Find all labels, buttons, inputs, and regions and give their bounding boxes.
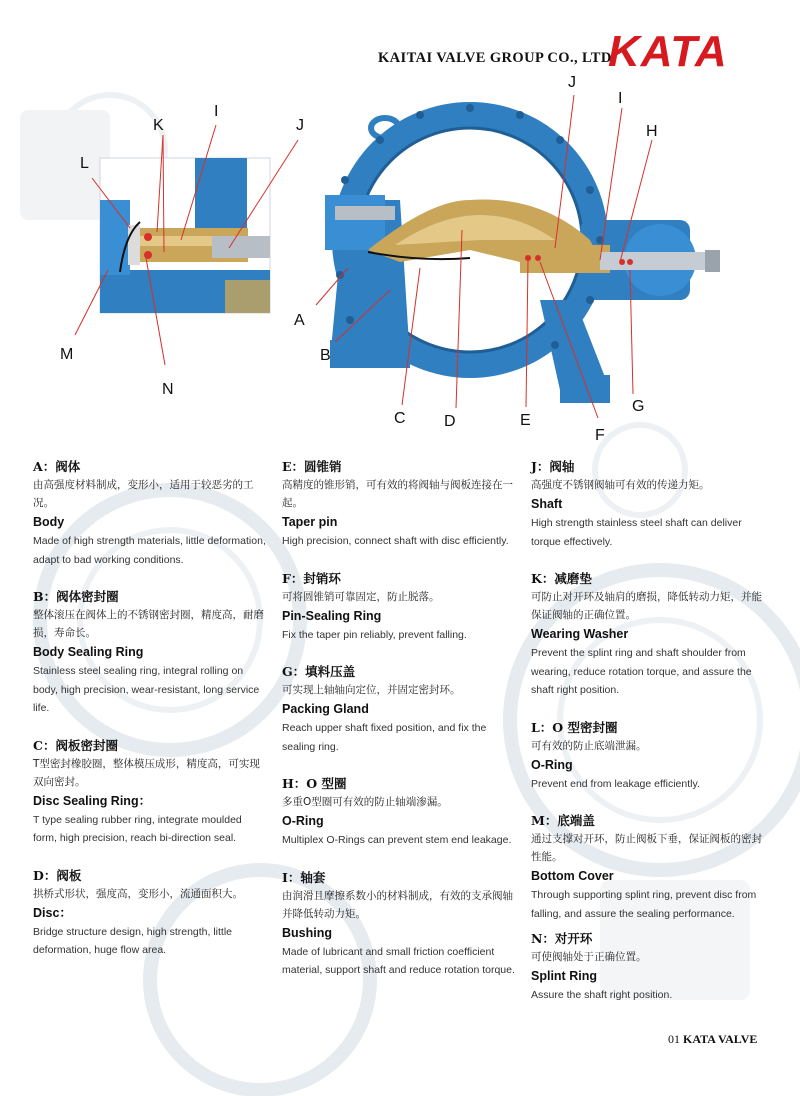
part-i-en-desc: Made of lubricant and small friction coefficient material, support shaft and reduce rotation torque. [282,945,515,976]
callout-k-inset: K [153,117,164,134]
part-i-zh-title: I：轴套 [282,869,326,885]
page-number: 01 [668,1032,680,1046]
part-g-zh-title: G：填料压盖 [282,664,356,679]
part-k-en-desc: Prevent the splint ring and shaft shoulder from wearing, reduce rotation torque, and assure the shaft right position. [531,647,752,696]
part-e-zh-title: E：圆锥销 [282,459,342,474]
callout-h: H [646,123,658,140]
part-d-en-title: Disc： [33,905,72,920]
part-j-zh-title: J：阀轴 [531,459,575,474]
part-n-zh-desc: 可使阀轴处于正确位置。 [531,951,647,963]
part-j-en-desc: High strength stainless steel shaft can deliver torque effectively. [531,517,742,548]
part-g-en-title: Packing Gland [282,702,369,716]
part-a-en-desc: Made of high strength materials, little deformation, adapt to bad working conditions. [33,535,266,566]
footer-brand: KATA VALVE [683,1032,758,1046]
parts-column-3 [531,458,766,1024]
callout-i-inset: I [214,103,219,120]
part-d-en-desc: Bridge structure design, high strength, little deformation, huge flow area. [33,925,233,956]
part-b-zh-title: B：阀体密封圈 [33,589,119,604]
part-c-en-desc: T type sealing rubber ring, integrate moulded form, high precision, reach bi-direction seal. [33,813,242,844]
part-e-en-title: Taper pin [282,515,338,529]
part-l-zh-desc: 可有效的防止底端泄漏。 [531,739,647,752]
part-c-zh-desc: T型密封橡胶圈，整体模压成形，精度高，可实现双向密封。 [33,757,260,788]
detail-inset [100,158,270,313]
callout-i-main: I [618,90,623,107]
part-m-zh-desc: 通过支撑对开环，防止阀板下垂，保证阀板的密封性能。 [531,833,762,863]
part-c-en-title: Disc Sealing Ring： [33,793,152,808]
parts-column-1 [33,458,268,979]
part-n [531,930,766,1005]
part-n-zh-title: N：对开环 [531,931,593,946]
part-m-en-desc: Through supporting splint ring, prevent disc from falling, and assure the sealing performance. [531,889,757,920]
part-l-zh-title: L：O 型密封圈 [531,719,618,735]
part-k-en-title: Wearing Washer [531,627,629,641]
part-b-en-title: Body Sealing Ring [33,645,144,659]
part-l-en-desc: Prevent end from leakage efficiently. [531,777,700,790]
callout-g: G [632,398,645,415]
part-k [531,570,766,700]
part-a-zh-desc: 由高强度材料制成，变形小，适用于较恶劣的工况。 [33,479,254,509]
parts-column-2 [282,458,517,999]
part-d-zh-desc: 拱桥式形状，强度高，变形小，流通面积大。 [33,887,243,900]
part-f-zh-desc: 可将圆锥销可靠固定，防止脱落。 [282,590,440,603]
part-l-en-title: O-Ring [531,757,573,772]
part-h-zh-desc: 多重O型圈可有效的防止轴端渗漏。 [282,796,448,808]
part-f-zh-title: F：封销环 [282,570,341,586]
callout-d: D [444,413,456,430]
callout-n: N [162,381,174,398]
part-f-en-title: Pin-Sealing Ring [282,608,382,623]
part-k-zh-desc: 可防止对开环及轴肩的磨损，降低转动力矩，并能保证阀轴的正确位置。 [531,591,762,621]
part-j-en-title: Shaft [531,497,563,511]
part-h-en-title: O-Ring [282,814,324,828]
part-i-zh-desc: 由润滑且摩擦系数小的材料制成，有效的支承阀轴并降低转动力矩。 [282,889,513,920]
part-g [282,663,517,756]
part-h-en-desc: Multiplex O-Rings can prevent stem end leakage. [282,834,512,846]
callout-c: C [394,410,406,427]
kata-logo: KATA [608,27,728,76]
callout-l: L [80,155,89,172]
callout-j-main: J [568,74,576,91]
part-g-zh-desc: 可实现上轴轴向定位，并固定密封环。 [282,684,461,696]
part-e-en-desc: High precision, connect shaft with disc efficiently. [282,535,509,547]
part-l [531,719,766,794]
company-name: KAITAI VALVE GROUP CO., LTD. [378,50,616,66]
part-i [282,869,517,980]
part-a [33,458,268,569]
part-b [33,588,268,718]
part-a-en-title: Body [33,515,65,529]
part-j-zh-desc: 高强度不锈钢阀轴可有效的传递力矩。 [531,479,710,491]
callout-a: A [294,312,305,329]
part-n-en-title: Splint Ring [531,969,597,983]
part-b-zh-desc: 整体滚压在阀体上的不锈钢密封圈，精度高，耐磨损，寿命长。 [33,609,264,639]
part-f-en-desc: Fix the taper pin reliably, prevent falling. [282,628,467,641]
callout-f: F [595,427,605,444]
part-e [282,458,517,551]
part-d [33,867,268,960]
callout-j-inset: J [296,117,304,134]
part-a-zh-title: A：阀体 [33,459,81,474]
part-h-zh-title: H：O 型圈 [282,776,347,791]
part-d-zh-title: D：阀板 [33,867,82,883]
callout-b: B [320,347,331,364]
part-m-zh-title: M：底端盖 [531,813,595,828]
part-h [282,775,517,850]
part-e-zh-desc: 高精度的锥形销，可有效的将阀轴与阀板连接在一起。 [282,479,513,509]
part-k-zh-title: K：减磨垫 [531,571,592,586]
part-g-en-desc: Reach upper shaft fixed position, and fix the sealing ring. [282,722,487,753]
callout-m: M [60,346,74,363]
part-f [282,570,517,645]
part-j [531,458,766,551]
valve-cutaway-diagram [0,0,800,450]
part-c-zh-title: C：阀板密封圈 [33,737,118,753]
part-m-en-title: Bottom Cover [531,869,614,883]
part-i-en-title: Bushing [282,925,332,940]
part-c [33,737,268,848]
part-n-en-desc: Assure the shaft right position. [531,989,673,1001]
part-m [531,812,766,923]
callout-e: E [520,412,531,429]
part-b-en-desc: Stainless steel sealing ring, integral rolling on body, high precision, wear-resistant, long service life. [33,665,260,714]
page-footer [668,1032,757,1047]
